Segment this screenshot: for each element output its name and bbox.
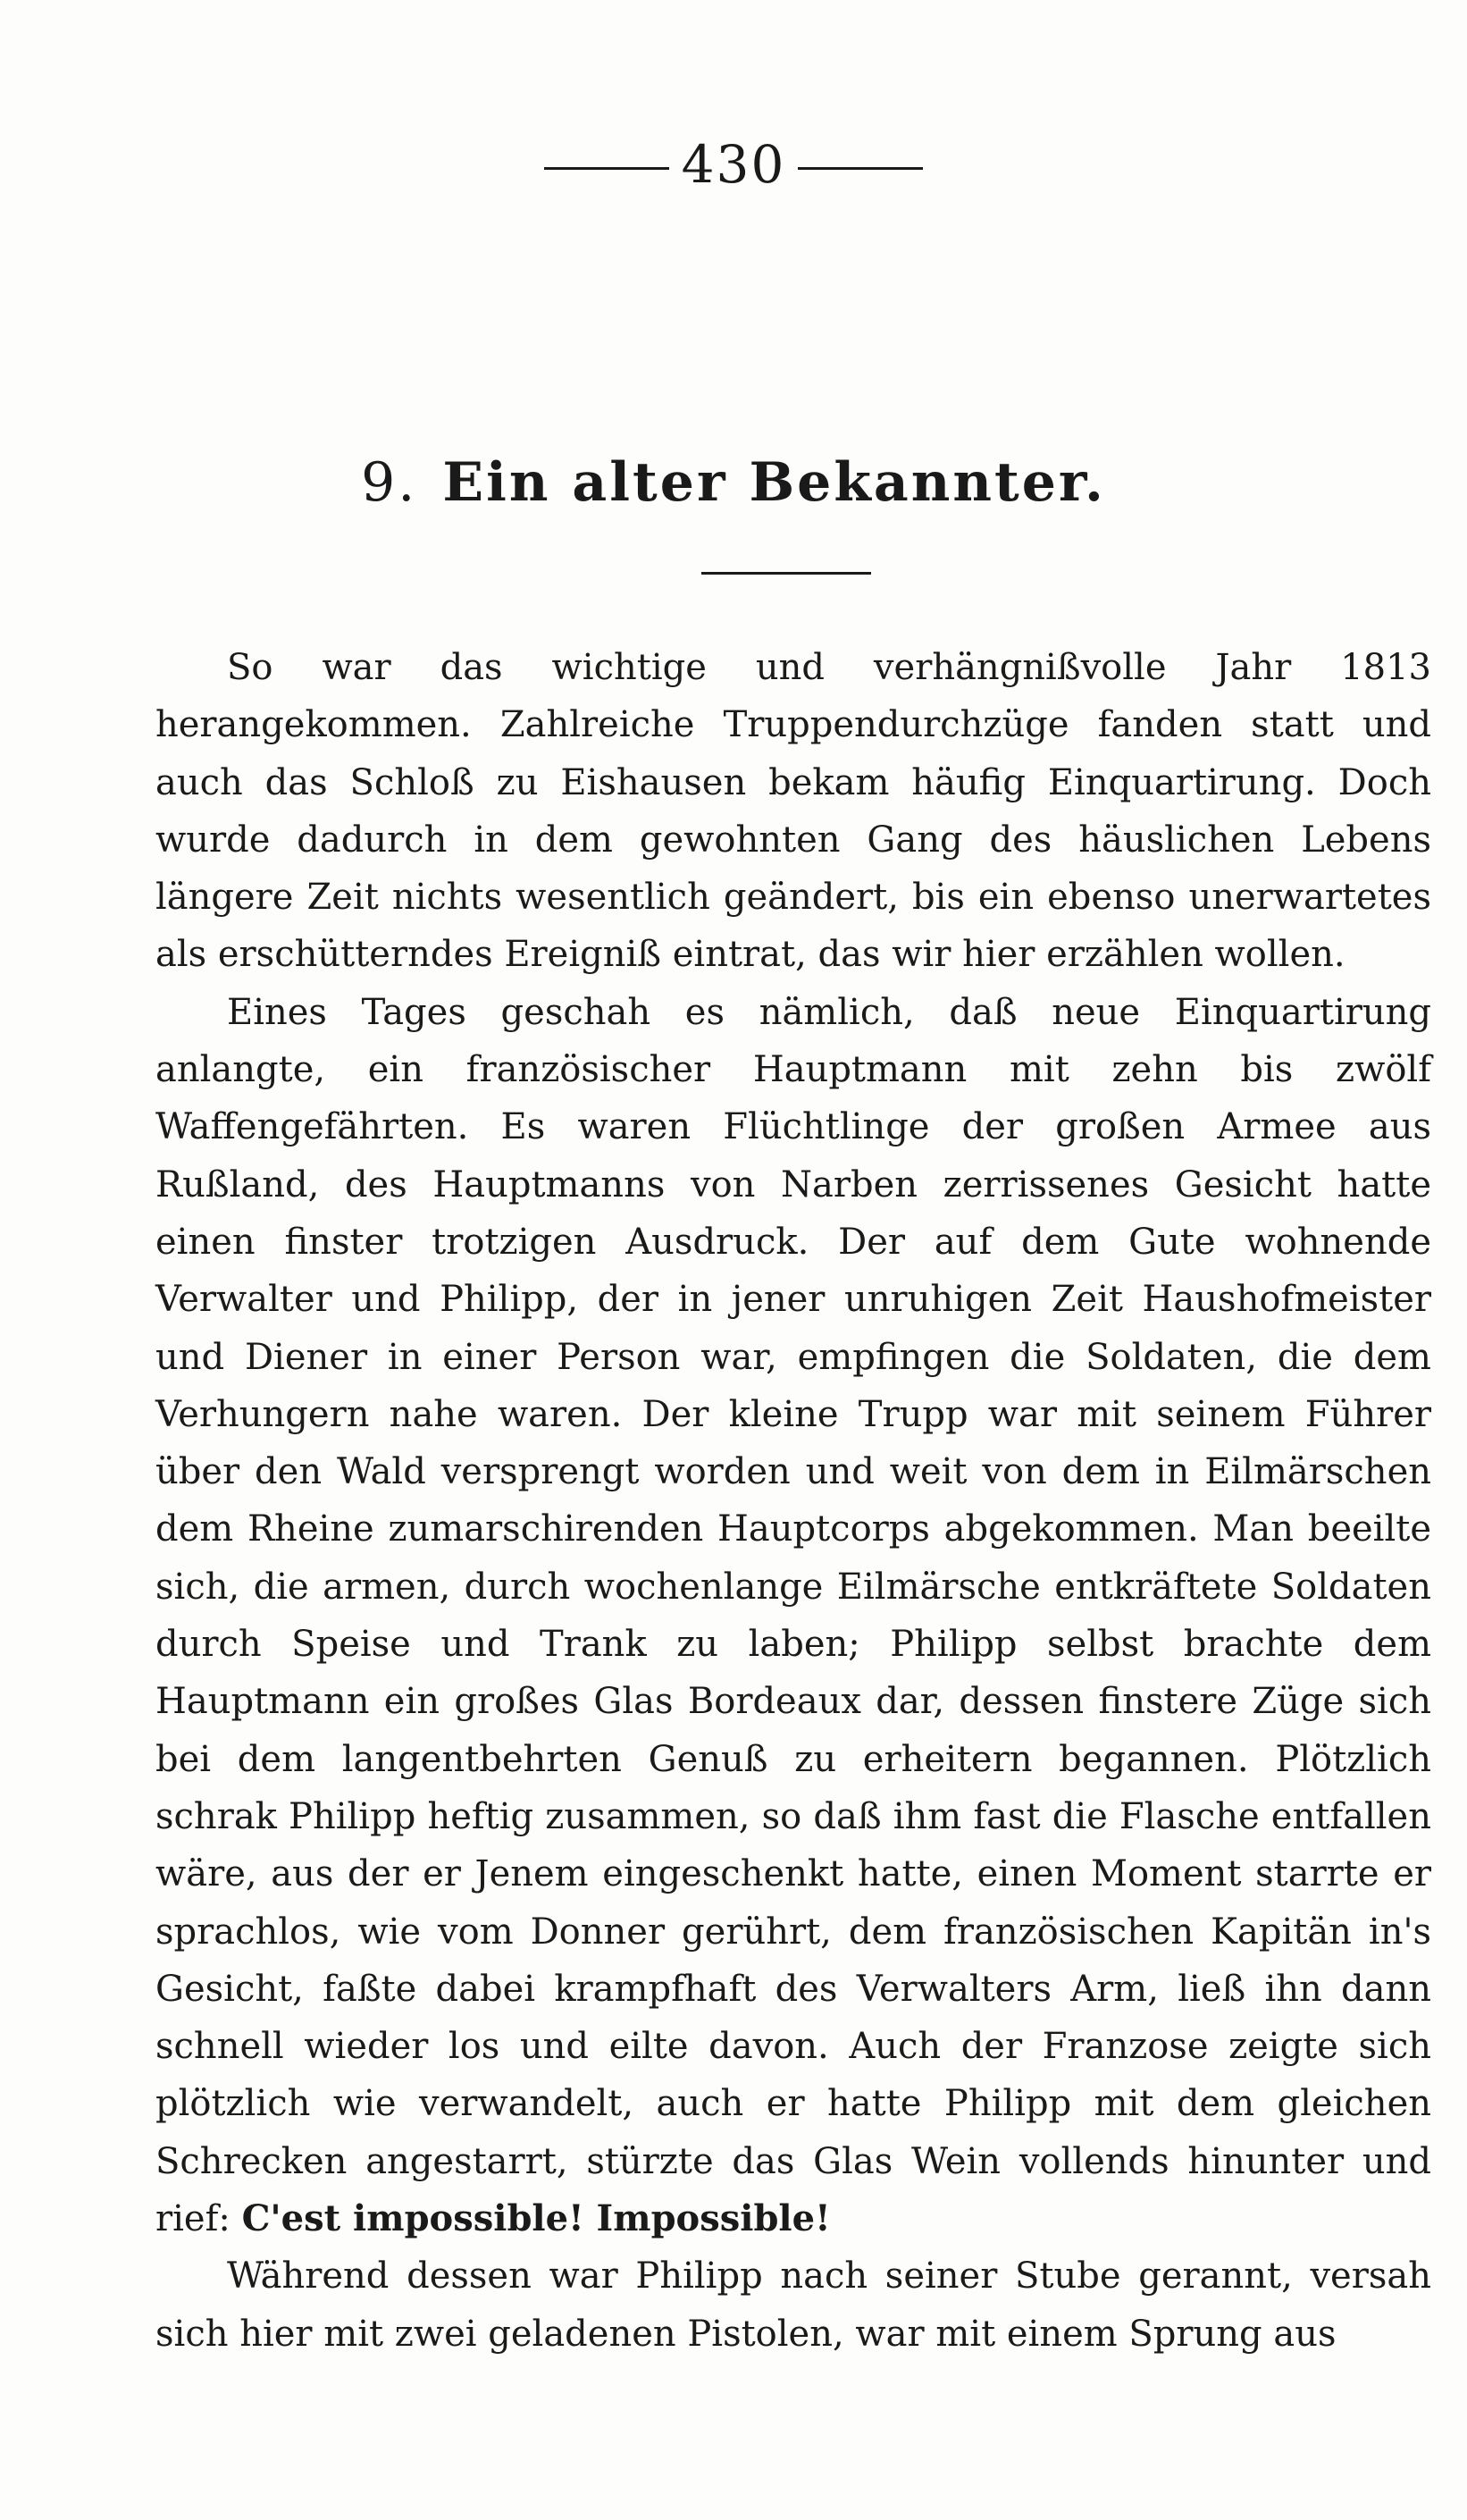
french-quote: C'est impossible! Impossible! xyxy=(241,2197,831,2240)
page-number: 430 xyxy=(681,134,786,195)
chapter-heading xyxy=(0,451,1467,514)
page-header xyxy=(0,134,1467,195)
header-rule-right xyxy=(798,167,923,170)
title-divider xyxy=(701,572,871,575)
paragraph-2 xyxy=(155,984,1431,2248)
paragraph-1: So war das wichtige und verhängnißvolle Jahr 1813 herangekommen. Zahlreiche Truppendurchzüge fanden statt und auch das Schloß zu Eishausen bekam häufig Einquartirung. Doch wurde dadurch in dem gewohnten Gang des häuslichen Lebens längere Zeit nichts wesentlich geändert, bis ein ebenso unerwartetes als erschütterndes Ereigniß eintrat, das wir hier erzählen wollen. xyxy=(155,647,1431,976)
paragraph-2-text: Eines Tages geschah es nämlich, daß neue Einquartirung anlangte, ein französischer Hauptmann mit zehn bis zwölf Waffengefährten. Es waren Flüchtlinge der großen Armee aus Rußland, des Hauptmanns von Narben zerrissenes Gesicht hatte einen finster trotzigen Ausdruck. Der auf dem Gute wohnende Verwalter und Philipp, der in jener unruhigen Zeit Haushofmeister und Diener in einer Person war, empfingen die Soldaten, die dem Verhungern nahe waren. Der kleine Trupp war mit seinem Führer über den Wald versprengt worden und weit von dem in Eilmärschen dem Rheine zumarschirenden Hauptcorps abgekommen. Man beeilte sich, die armen, durch wochenlange Eilmärsche entkräftete Soldaten durch Speise und Trank zu laben; Philipp selbst brachte dem Hauptmann ein großes Glas Bordeaux dar, dessen finstere Züge sich bei dem langentbehrten Genuß zu erheitern begannen. Plötzlich schrak Philipp heftig zusammen, so daß ihm fast die Flasche entfallen wäre, aus der er Jenem eingeschenkt hatte, einen Moment starrte er sprachlos, wie vom Donner gerührt, dem französischen Kapitän in's Gesicht, faßte dabei krampfhaft des Verwalters Arm, ließ ihn dann schnell wieder los und eilte davon. Auch der Franzose zeigte sich plötzlich wie verwandelt, auch er hatte Philipp mit dem gleichen Schrecken angestarrt, stürzte das Glas Wein vollends hinunter und rief: xyxy=(155,991,1431,2240)
chapter-number: 9. xyxy=(361,451,418,514)
paragraph-3: Während dessen war Philipp nach seiner Stube gerannt, versah sich hier mit zwei geladenen Pistolen, war mit einem Sprung aus xyxy=(155,2255,1431,2355)
chapter-title: Ein alter Bekannter. xyxy=(442,451,1106,514)
body-text xyxy=(155,639,1431,2363)
header-rule-left xyxy=(544,167,669,170)
